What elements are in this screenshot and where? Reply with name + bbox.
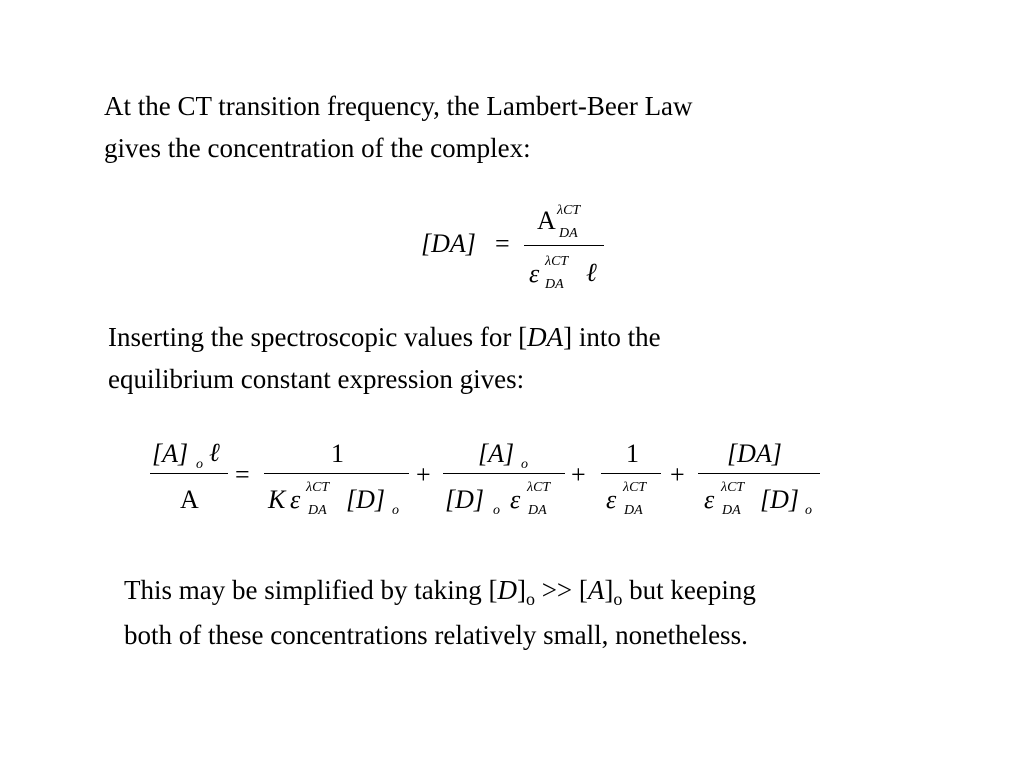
eq1-num-lambda-sup: λCT [557,203,581,218]
eq1-lhs: [DA] [421,229,476,258]
eq2-t1-lambda: λCT [306,480,330,495]
eq2-t2-D-sub: o [493,503,500,518]
eq2-t3-lambda: λCT [623,480,647,495]
eq2-t2-D: [D] [445,485,485,514]
eq2-t3-bar [601,473,661,474]
eq2-t1-epsilon: ε [290,485,301,514]
eq2-t2-A-sub: o [521,457,528,472]
eq1-num-da-sub: DA [559,226,578,241]
eq2-t1-K: K [268,485,286,514]
eq2-t2-bar [443,473,565,474]
eq1-den-lambda-sup: λCT [545,254,569,269]
eq2-t1-bar [264,473,409,474]
eq2-t4-D: [D] [760,485,800,514]
eq2-plus-1: + [416,460,431,489]
eq2-t1-D-sub: o [392,503,399,518]
eq2-t2-epsilon: ε [510,485,521,514]
eq2-plus-3: + [670,460,685,489]
eq2-t4-bar [698,473,820,474]
eq2-t4-lambda: λCT [721,480,745,495]
simp-line-1a: This may be simplified by taking [ [124,575,498,605]
eq2-t1-da: DA [308,503,327,518]
eq2-t4-da: DA [722,503,741,518]
simp-line-1d: >> [ [534,575,588,605]
eq2-lhs-bar [150,473,228,474]
eq2-t4-epsilon: ε [704,485,715,514]
eq1-equals: = [495,229,510,258]
intro-line-1: At the CT transition frequency, the Lambert-Beer Law [104,91,693,121]
eq2-t2-da: DA [528,503,547,518]
intro-line-2: gives the concentration of the complex: [104,133,531,163]
eq2-t4-DA: [DA] [727,439,782,468]
eq2-t3-da: DA [624,503,643,518]
eq2-lhs-A-sub: o [196,457,203,472]
eq1-epsilon: ε [529,259,540,288]
simp-line-1c: ] [516,575,526,605]
eq2-lhs-A: [A] [152,439,189,468]
simp-line-2: both of these concentrations relatively small, nonetheless. [124,620,748,650]
eq2-plus-2: + [571,460,586,489]
simplification-paragraph [124,569,756,656]
eq1-path-length: ℓ [586,258,597,287]
eq1-den-da-sub: DA [545,277,564,292]
eq2-t4-D-sub: o [805,503,812,518]
inserting-line-1b: DA [527,322,564,352]
eq2-t3-epsilon: ε [606,485,617,514]
simp-line-1f: ] [604,575,614,605]
inserting-line-1c: ] into the [563,322,661,352]
eq2-t2-lambda: λCT [527,480,551,495]
eq2-lhs-ell: ℓ [209,438,220,467]
simp-line-1g: but keeping [622,575,756,605]
eq2-t1-num: 1 [331,439,344,468]
eq2-lhs-den: A [180,485,199,514]
simp-sub-1: o [525,589,535,609]
eq2-t1-D: [D] [346,485,386,514]
simp-line-1e: A [587,575,605,605]
inserting-line-1a: Inserting the spectroscopic values for [ [108,322,528,352]
simp-sub-2: o [613,589,623,609]
inserting-line-2: equilibrium constant expression gives: [108,364,525,394]
eq1-absorbance: A [537,206,556,235]
simp-line-1b: D [497,575,517,605]
eq2-equals: = [235,460,250,489]
eq2-t3-num: 1 [626,439,639,468]
eq2-t2-A: [A] [478,439,515,468]
